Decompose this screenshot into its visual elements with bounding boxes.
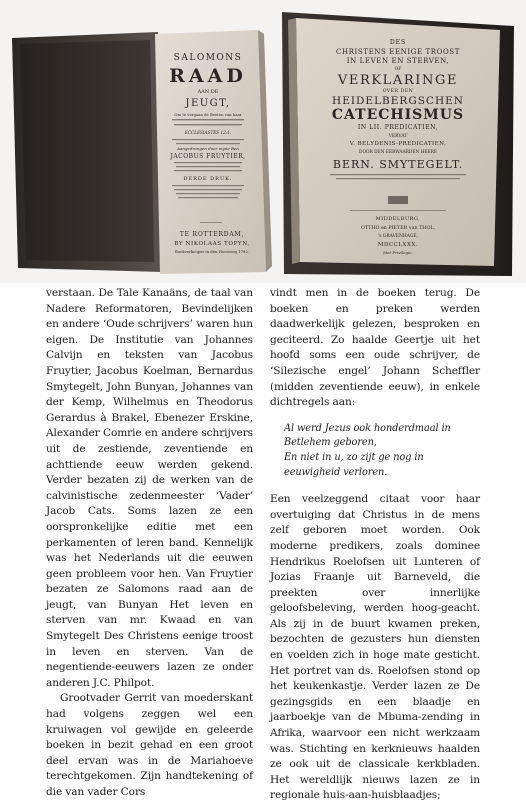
left-paragraph-1: verstaan. De Tale Kanaäns, de taal van Nadere Reformatoren, Bevindelijken en andere ‘Oude schrijvers’ waren hun eigen. De Institutie van Johannes Calvijn en teksten van Jacobus Fruytier, Jacobus Koelman, Bernardus Smytegelt, John Bunyan, Johannes van der Kemp, Wilhelmus en Theodorus Gerardus à Brakel, Ebenezer Erskine, Alexander Comrie en andere schrijvers uit de zestiende, zeventiende en achttiende eeuw werden gekend. Verder bezaten zij de werken van de calvinistische zedenmeester ‘Vader’ Jacob Cats. Soms lazen ze een oorspronkelijke editie met een perkamenten of leren band. Kennelijk was het Nederlands uit die eeuwen geen probleem voor hen. Van Fruytier bezaten ze Salomons raad aan de jeugt, van Bunyan Het leven en sterven van mr. Kwaad en van Smytegelt Des Christens eenige troost in leven en sterven. Van de negentiende-eeuwers lazen ze onder anderen J.C. Philpot. — [46, 287, 253, 689]
right-title-line1: DES — [389, 39, 407, 46]
right-title-line9: IN LII. PREDICATIEN, — [357, 124, 439, 131]
book-photo-illustration — [0, 0, 526, 283]
right-paragraph-1: vindt men in de boeken terug. De boeken en preken werden daadwerkelijk gelezen, besproken en geciteerd. Zo haalde Geertje uit het hoofd soms een oude schrijver, de ‘Silezische engel’ Johann Scheffler (midden zeventiende eeuw), in enkele dichtregels aan: — [270, 287, 480, 409]
quote-line-2: En niet in u, zo zijt ge nog in eeuwigheid verloren. — [284, 451, 424, 478]
right-title-line4: OF — [394, 67, 402, 72]
right-author: BERN. SMYTEGELT. — [332, 158, 464, 171]
right-title-line7: HEIDELBERGSCHEN — [332, 95, 464, 107]
left-title-line4: JEUGT, — [185, 98, 231, 109]
right-title-line12: DOOR DEN EERWAARDEN HEERE — [359, 150, 437, 155]
right-title-line11: V. BELYDENIS-PREDICATIEN, — [349, 141, 447, 147]
right-publisher2: 's GRAVENHAGE, — [378, 234, 418, 239]
left-author: JACOBUS FRUYTIER, — [170, 153, 246, 160]
left-place: TE ROTTERDAM, — [179, 231, 245, 238]
left-subtitle-line2: ECCLESIASTES 12:1. — [184, 130, 232, 135]
right-title-line10: VERVAT — [388, 134, 408, 139]
left-publisher-sub: Boekverkooper in den Hoesteeg 1792. — [175, 249, 249, 254]
right-title-line3: IN LEVEN EN STERVEN, — [346, 57, 450, 65]
book-photograph — [0, 0, 526, 283]
article-text — [0, 286, 526, 802]
right-publisher1: OTTHO en PIETER van THOL, — [360, 226, 436, 231]
left-column — [46, 286, 253, 801]
left-title-line2: RAAD — [169, 65, 247, 87]
left-edition: DERDE DRUK. — [183, 176, 233, 182]
left-paragraph-2: Grootvader Gerrit van moederskant had volgens zeggen wel een kruiwagen vol gewijde en geleerde boeken in bezit gehad en een groot deel ervan was in de Mariahoeve terechtgekomen. Zijn handtekening of die van vader Cors — [46, 692, 253, 798]
left-author-intro: Aangedrongen door myne Ben — [177, 146, 239, 151]
right-title-line6: OVER DEN — [382, 89, 414, 94]
right-title-line2: CHRISTENS EENIGE TROOST — [336, 48, 460, 56]
right-paragraph-2: Een veelzeggend citaat voor haar overtuiging dat Christus in de mens zelf geboren moet worden. Ook moderne predikers, zoals dominee Hendrikus Roelofsen uit Lunteren of Jozias Fraanje uit Barneveld, die preekten over innerlijke geloofsbeleving, werden hoog-geacht. Als zij in de buurt kwamen preken, bezochten de gezusters hun diensten en voelden zich in hoge mate gesticht. Het portret van ds. Roelofsen stond op het keukenkastje. Verder lazen ze De gezingsgids en een blaadje en jaarboekje van de Mbuma-zending in Afrika, waarvoor een nicht werkzaam was. Stichting en kerknieuws haalden ze ook uit de classicale kerkbladen. Het wereldlijk nieuws lazen ze in regionale huis-aan-huisblaadjes; — [270, 493, 480, 802]
right-place: MIDDELBURG, — [375, 216, 421, 222]
left-title-line1: SALOMONS — [173, 53, 243, 63]
left-publisher: BY NIKOLAAS TOPYN, — [174, 241, 250, 247]
right-column — [270, 286, 480, 804]
right-title-line8: CATECHISMUS — [331, 107, 465, 123]
left-subtitle-line1: Om te vergaan de Beeten van haar — [174, 112, 242, 117]
right-title-line5: VERKLARINGE — [337, 73, 459, 88]
left-title-line3: AAN DE — [197, 89, 219, 95]
right-privilege: Met Privilegie. — [383, 250, 413, 255]
right-year: MDCCLXXX. — [377, 242, 419, 248]
quote-line-1: Al werd Jezus ook honderdmaal in Betlehem geboren, — [284, 422, 451, 449]
scheffler-quote — [284, 422, 480, 480]
